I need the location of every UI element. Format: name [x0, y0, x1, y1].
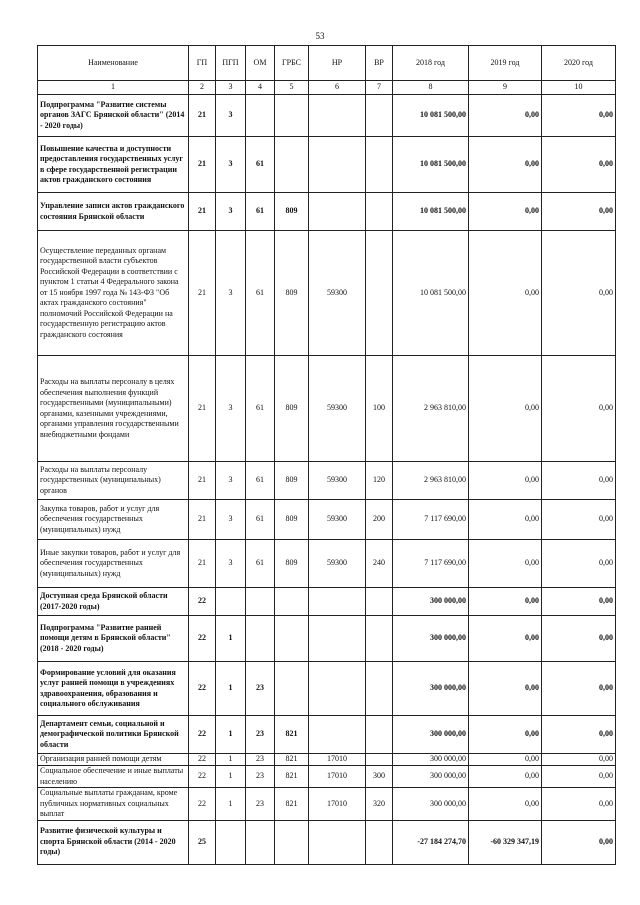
cell-grbs [275, 588, 309, 616]
header-vr: ВР [366, 46, 393, 81]
cell-nr: 59300 [309, 462, 366, 500]
cell-y2020: 0,00 [542, 137, 616, 193]
cell-om: 23 [246, 766, 275, 788]
header-2020: 2020 год [542, 46, 616, 81]
table-row [38, 788, 616, 821]
page-number: 53 [315, 31, 325, 41]
cell-om: 23 [246, 754, 275, 766]
cell-y2018: 10 081 500,00 [393, 137, 469, 193]
cell-y2020: 0,00 [542, 716, 616, 754]
cell-om: 61 [246, 137, 275, 193]
cell-y2020: 0,00 [542, 662, 616, 716]
cell-pgp: 1 [216, 662, 246, 716]
cell-vr: 240 [366, 540, 393, 588]
cell-pgp: 3 [216, 540, 246, 588]
cell-om [246, 95, 275, 137]
cell-y2018: -27 184 274,70 [393, 820, 469, 864]
cell-om: 61 [246, 356, 275, 462]
cell-nr: 17010 [309, 766, 366, 788]
cell-y2019: -60 329 347,19 [469, 820, 542, 864]
cell-y2018: 300 000,00 [393, 788, 469, 821]
cell-y2019: 0,00 [469, 137, 542, 193]
cell-gp: 22 [189, 754, 216, 766]
cell-grbs: 821 [275, 788, 309, 821]
cell-pgp: 3 [216, 95, 246, 137]
table-row [38, 766, 616, 788]
col-num: 4 [246, 81, 275, 95]
cell-vr: 300 [366, 766, 393, 788]
header-grbs: ГРБС [275, 46, 309, 81]
cell-y2020: 0,00 [542, 754, 616, 766]
table-row [38, 356, 616, 462]
cell-name: Развитие физической культуры и спорта Брянской области (2014 - 2020 годы) [38, 820, 189, 864]
cell-y2019: 0,00 [469, 540, 542, 588]
cell-nr [309, 616, 366, 662]
table-row [38, 820, 616, 864]
cell-y2019: 0,00 [469, 716, 542, 754]
cell-gp: 22 [189, 588, 216, 616]
cell-grbs: 809 [275, 193, 309, 231]
cell-grbs: 821 [275, 766, 309, 788]
col-num: 6 [309, 81, 366, 95]
cell-pgp: 3 [216, 500, 246, 540]
table-row [38, 95, 616, 137]
cell-grbs: 809 [275, 356, 309, 462]
cell-pgp: 3 [216, 462, 246, 500]
col-num: 5 [275, 81, 309, 95]
cell-y2020: 0,00 [542, 462, 616, 500]
cell-grbs [275, 820, 309, 864]
header-gp: ГП [189, 46, 216, 81]
cell-om: 61 [246, 540, 275, 588]
cell-name: Социальное обеспечение и иные выплаты населению [38, 766, 189, 788]
cell-om: 61 [246, 500, 275, 540]
cell-grbs: 821 [275, 716, 309, 754]
table-row [38, 588, 616, 616]
cell-y2018: 10 081 500,00 [393, 193, 469, 231]
cell-grbs [275, 616, 309, 662]
cell-om: 23 [246, 716, 275, 754]
cell-vr [366, 662, 393, 716]
cell-nr [309, 662, 366, 716]
cell-y2020: 0,00 [542, 500, 616, 540]
cell-gp: 21 [189, 193, 216, 231]
cell-vr [366, 231, 393, 356]
cell-nr: 59300 [309, 540, 366, 588]
table-row [38, 193, 616, 231]
cell-vr [366, 754, 393, 766]
cell-gp: 22 [189, 662, 216, 716]
cell-y2018: 300 000,00 [393, 588, 469, 616]
cell-grbs: 809 [275, 500, 309, 540]
col-num: 1 [38, 81, 189, 95]
cell-y2019: 0,00 [469, 231, 542, 356]
cell-vr: 120 [366, 462, 393, 500]
cell-y2018: 300 000,00 [393, 662, 469, 716]
cell-om [246, 616, 275, 662]
cell-pgp: 1 [216, 766, 246, 788]
cell-om: 61 [246, 193, 275, 231]
cell-vr: 200 [366, 500, 393, 540]
cell-nr: 59300 [309, 356, 366, 462]
cell-gp: 22 [189, 716, 216, 754]
cell-vr: 100 [366, 356, 393, 462]
cell-vr [366, 137, 393, 193]
cell-pgp [216, 588, 246, 616]
cell-name: Подпрограмма "Развитие ранней помощи детям в Брянской области" (2018 - 2020 годы) [38, 616, 189, 662]
cell-name: Расходы на выплаты персоналу в целях обеспечения выполнения функций государственными (муниципальными) органами, казенными учреждениями, органами управления государственными внебюджетными фондами [38, 356, 189, 462]
header-row [38, 46, 616, 81]
col-num: 10 [542, 81, 616, 95]
cell-om: 61 [246, 231, 275, 356]
cell-name: Организация ранней помощи детям [38, 754, 189, 766]
cell-nr [309, 137, 366, 193]
cell-nr [309, 193, 366, 231]
cell-grbs: 821 [275, 754, 309, 766]
budget-table [37, 45, 616, 865]
cell-y2019: 0,00 [469, 662, 542, 716]
cell-om: 61 [246, 462, 275, 500]
cell-y2018: 300 000,00 [393, 716, 469, 754]
cell-name: Социальные выплаты гражданам, кроме публичных нормативных социальных выплат [38, 788, 189, 821]
cell-y2018: 7 117 690,00 [393, 540, 469, 588]
cell-name: Расходы на выплаты персоналу государственных (муниципальных) органов [38, 462, 189, 500]
cell-nr: 59300 [309, 500, 366, 540]
cell-grbs [275, 137, 309, 193]
cell-pgp: 1 [216, 788, 246, 821]
cell-y2020: 0,00 [542, 95, 616, 137]
cell-om: 23 [246, 788, 275, 821]
cell-vr: 320 [366, 788, 393, 821]
cell-y2019: 0,00 [469, 193, 542, 231]
cell-om [246, 588, 275, 616]
cell-y2020: 0,00 [542, 616, 616, 662]
col-num: 9 [469, 81, 542, 95]
cell-vr [366, 95, 393, 137]
cell-name: Формирование условий для оказания услуг ранней помощи в учреждениях здравоохранения, образования и социального обслуживания [38, 662, 189, 716]
cell-name: Доступная среда Брянской области (2017-2020 годы) [38, 588, 189, 616]
cell-y2018: 10 081 500,00 [393, 231, 469, 356]
cell-vr [366, 588, 393, 616]
cell-y2020: 0,00 [542, 788, 616, 821]
table-row [38, 500, 616, 540]
cell-vr [366, 820, 393, 864]
cell-y2020: 0,00 [542, 231, 616, 356]
header-name: Наименование [38, 46, 189, 81]
cell-y2018: 300 000,00 [393, 766, 469, 788]
cell-y2019: 0,00 [469, 95, 542, 137]
cell-gp: 21 [189, 137, 216, 193]
cell-y2020: 0,00 [542, 193, 616, 231]
cell-y2019: 0,00 [469, 356, 542, 462]
cell-vr [366, 193, 393, 231]
column-number-row [38, 81, 616, 95]
cell-name: Управление записи актов гражданского состояния Брянской области [38, 193, 189, 231]
cell-pgp: 1 [216, 754, 246, 766]
cell-pgp: 3 [216, 137, 246, 193]
cell-nr: 59300 [309, 231, 366, 356]
cell-gp: 25 [189, 820, 216, 864]
cell-grbs: 809 [275, 231, 309, 356]
cell-nr [309, 716, 366, 754]
cell-pgp: 1 [216, 616, 246, 662]
cell-y2018: 2 963 810,00 [393, 356, 469, 462]
cell-name: Повышение качества и доступности предоставления государственных услуг в сфере государственной регистрации актов гражданского состояния [38, 137, 189, 193]
table-row [38, 231, 616, 356]
header-2018: 2018 год [393, 46, 469, 81]
table-row [38, 137, 616, 193]
cell-nr: 17010 [309, 754, 366, 766]
cell-y2019: 0,00 [469, 462, 542, 500]
cell-pgp: 3 [216, 356, 246, 462]
cell-y2020: 0,00 [542, 356, 616, 462]
cell-y2018: 300 000,00 [393, 616, 469, 662]
cell-y2018: 10 081 500,00 [393, 95, 469, 137]
cell-name: Департамент семьи, социальной и демографической политики Брянской области [38, 716, 189, 754]
cell-name: Осуществление переданных органам государственной власти субъектов Российской Федерации в соответствии с пунктом 1 статьи 4 Федерального закона от 15 ноября 1997 года № 143-ФЗ "Об актах гражданского состояния" полномочий Российской Федерации на государственную регистрацию актов гражданского состояния [38, 231, 189, 356]
cell-grbs [275, 662, 309, 716]
table-row [38, 716, 616, 754]
cell-name: Закупка товаров, работ и услуг для обеспечения государственных (муниципальных) нужд [38, 500, 189, 540]
cell-pgp: 1 [216, 716, 246, 754]
col-num: 8 [393, 81, 469, 95]
cell-gp: 22 [189, 766, 216, 788]
cell-om: 23 [246, 662, 275, 716]
cell-y2020: 0,00 [542, 766, 616, 788]
cell-y2018: 300 000,00 [393, 754, 469, 766]
cell-y2020: 0,00 [542, 820, 616, 864]
cell-pgp [216, 820, 246, 864]
cell-y2018: 7 117 690,00 [393, 500, 469, 540]
cell-nr [309, 95, 366, 137]
table-row [38, 616, 616, 662]
cell-y2019: 0,00 [469, 766, 542, 788]
cell-y2020: 0,00 [542, 540, 616, 588]
header-pgp: ПГП [216, 46, 246, 81]
cell-name: Иные закупки товаров, работ и услуг для обеспечения государственных (муниципальных) нужд [38, 540, 189, 588]
cell-grbs: 809 [275, 540, 309, 588]
cell-y2019: 0,00 [469, 788, 542, 821]
cell-y2019: 0,00 [469, 588, 542, 616]
cell-gp: 21 [189, 95, 216, 137]
cell-nr [309, 588, 366, 616]
cell-y2019: 0,00 [469, 754, 542, 766]
cell-gp: 22 [189, 616, 216, 662]
col-num: 3 [216, 81, 246, 95]
cell-y2019: 0,00 [469, 616, 542, 662]
cell-nr [309, 820, 366, 864]
cell-vr [366, 716, 393, 754]
cell-gp: 21 [189, 462, 216, 500]
cell-y2019: 0,00 [469, 500, 542, 540]
cell-pgp: 3 [216, 231, 246, 356]
cell-om [246, 820, 275, 864]
col-num: 7 [366, 81, 393, 95]
cell-vr [366, 616, 393, 662]
cell-gp: 21 [189, 500, 216, 540]
cell-pgp: 3 [216, 193, 246, 231]
cell-gp: 22 [189, 788, 216, 821]
table-row [38, 462, 616, 500]
table-row [38, 754, 616, 766]
cell-y2020: 0,00 [542, 588, 616, 616]
col-num: 2 [189, 81, 216, 95]
cell-nr: 17010 [309, 788, 366, 821]
table-row [38, 662, 616, 716]
cell-grbs [275, 95, 309, 137]
header-om: ОМ [246, 46, 275, 81]
cell-gp: 21 [189, 356, 216, 462]
cell-gp: 21 [189, 540, 216, 588]
cell-y2018: 2 963 810,00 [393, 462, 469, 500]
cell-name: Подпрограмма "Развитие системы органов ЗАГС Брянской области" (2014 - 2020 годы) [38, 95, 189, 137]
header-nr: НР [309, 46, 366, 81]
header-2019: 2019 год [469, 46, 542, 81]
cell-grbs: 809 [275, 462, 309, 500]
table-row [38, 540, 616, 588]
cell-gp: 21 [189, 231, 216, 356]
